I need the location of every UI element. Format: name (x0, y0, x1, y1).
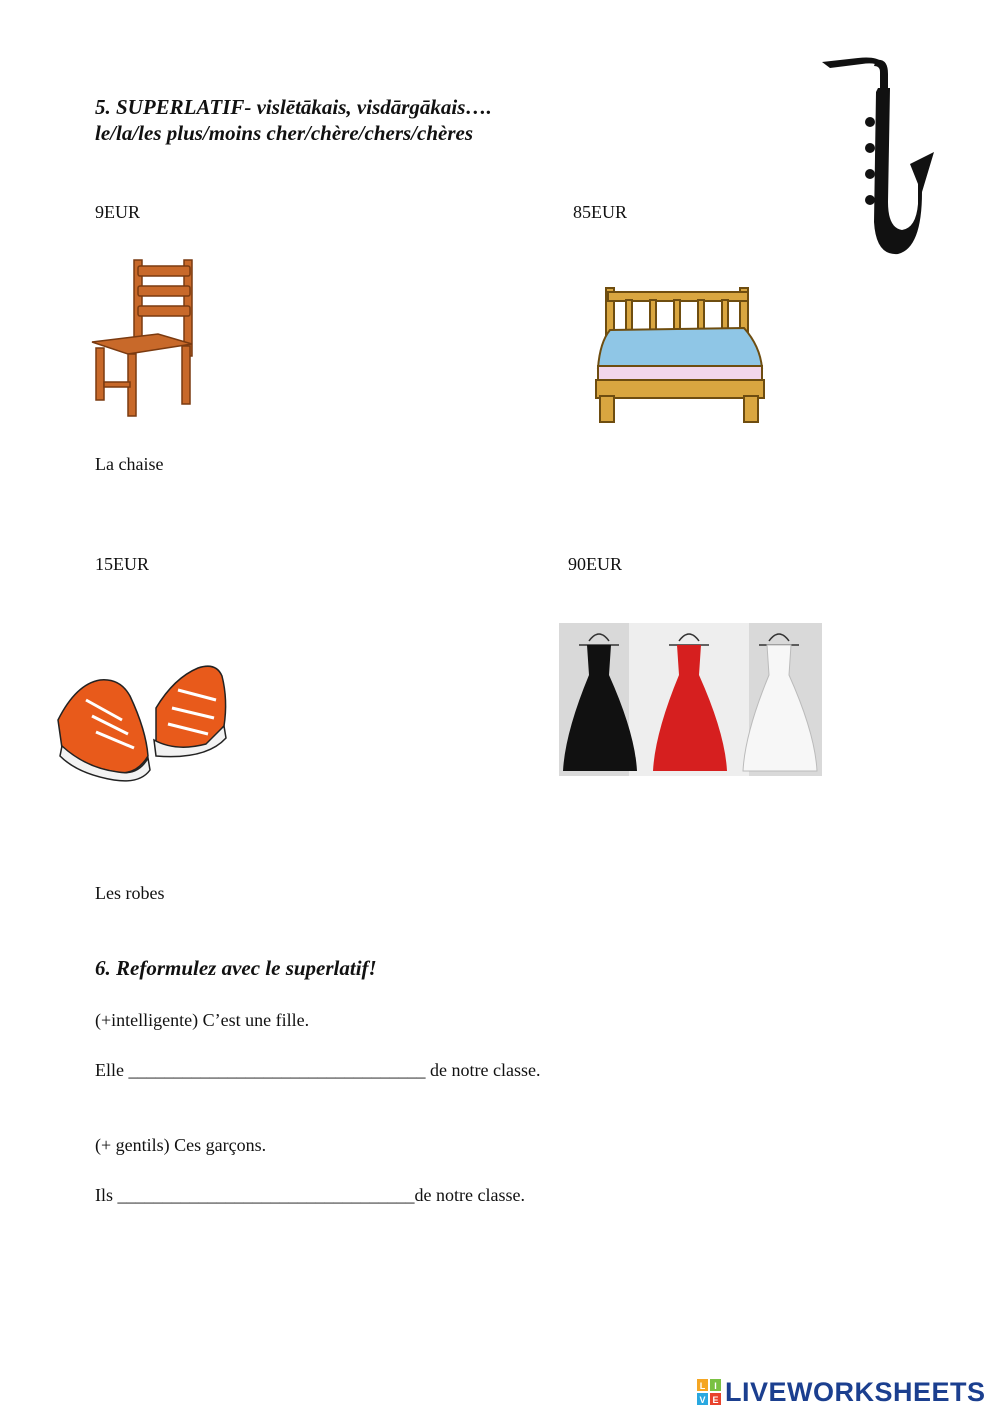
chair-image (88, 256, 208, 420)
section-5-title-line1: 5. SUPERLATIF- vislētākais, visdārgākais…. (95, 95, 492, 119)
saxophone-icon (818, 52, 938, 258)
section-5-title (95, 94, 492, 146)
section-6-title: 6. Reformulez avec le superlatif! (95, 956, 377, 980)
dresses-image (559, 623, 822, 776)
sneakers-image (56, 660, 232, 786)
svg-text:V: V (699, 1395, 706, 1405)
dresses-label: Les robes (95, 883, 165, 903)
bed-image (594, 282, 766, 428)
bed-price: 85EUR (573, 202, 627, 222)
liveworksheets-logo-text: LIVEWORKSHEETS (725, 1376, 986, 1407)
liveworksheets-logo-icon (697, 1379, 721, 1405)
exercise-answer-line-1[interactable]: Elle _________________________________ de notre classe. (95, 1060, 541, 1080)
exercise-prompt-1: (+intelligente) C’est une fille. (95, 1010, 310, 1030)
chair-price: 9EUR (95, 202, 140, 222)
exercise-answer-line-2[interactable]: Ils _________________________________de notre classe. (95, 1185, 525, 1205)
svg-text:I: I (714, 1381, 717, 1391)
svg-text:L: L (699, 1381, 706, 1391)
section-5-title-line2: le/la/les plus/moins cher/chère/chers/chères (95, 121, 473, 145)
svg-text:E: E (712, 1395, 719, 1405)
shoes-price: 15EUR (95, 554, 149, 574)
liveworksheets-logo (697, 1376, 986, 1408)
dresses-price: 90EUR (568, 554, 622, 574)
chair-label: La chaise (95, 454, 164, 474)
exercise-prompt-2: (+ gentils) Ces garçons. (95, 1135, 267, 1155)
